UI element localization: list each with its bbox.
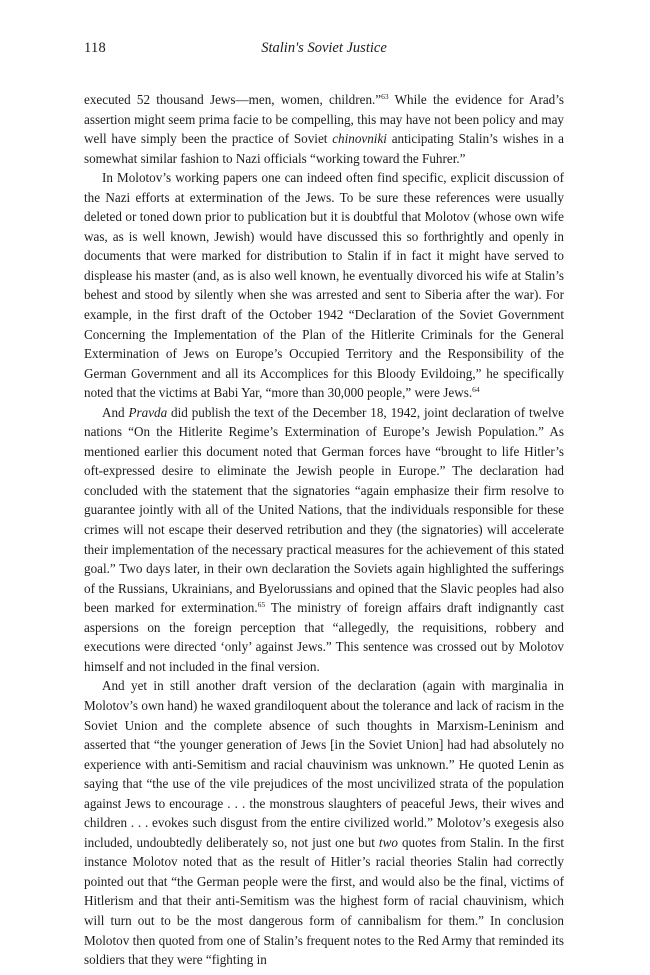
footnote-marker: 65 <box>257 600 266 610</box>
text-run: did publish the text of the December 18, 1942, joint declaration of twelve nations “On the Hitlerite Regime’s Extermination of Europe’s Jewish Population.” As mentioned earlier this document noted that German forces have “brought to life Hitler’s oft-expressed desire to eliminate the Jewish people in Europe.” The declaration had concluded with the statement that the signatories “again emphasize their firm resolve to guarantee jointly with all of the United Nations, that the individuals responsible for these crimes will not escape their deserved retribution and they (the signatories) will accelerate their implementation of the necessary practical measures for the achievement of this stated goal.” Two days later, in their own declaration the Soviets again highlighted the sufferings of the Russians, Ukrainians, and Byelorussians and opined that the Slavic peoples had also been marked for extermination. <box>84 404 564 616</box>
text-run: In Molotov’s working papers one can indeed often find specific, explicit discussion of the Nazi efforts at extermination of the Jews. To be sure these references were usually deleted or toned down prior to publication but it is doubtful that Molotov (whose own wife was, as is well known, Jewish) would have discussed this so forthrightly and openly in documents that were marked for distribution to Stalin if in fact it might have served to displease his master (and, as is also well known, he eventually divorced his wife at Stalin’s behest and stood by silently when she was arrested and sent to Siberia after the war). For example, in the first draft of the October 1942 “Declaration of the Soviet Government Concerning the Implementation of the Plan of the Hitlerite Criminals for the General Extermination of Jews on Europe’s Occupied Territory and the Responsibility of the German Government and all its Accomplices for this Bloody Evildoing,” he specifically noted that the victims at Babi Yar, “more than 30,000 people,” were Jews. <box>84 170 564 401</box>
body-text <box>84 90 564 970</box>
text-run: quotes from Stalin. In the first instance Molotov noted that as the result of Hitler’s racial theories Stalin had correctly pointed out that “the German people were the first, and would also be the final, victims of Hitlerism and that their anti-Semitism was the highest form of racial chauvinism, which will turn out to be the most dangerous form of cannibalism for them.” In conclusion Molotov then quoted from one of Stalin’s frequent notes to the Red Army that reminded its soldiers that they were “fighting in <box>84 834 565 968</box>
page-header <box>84 40 564 64</box>
text-run: The ministry of foreign affairs draft indignantly cast aspersions on the foreign perception that “allegedly, the requisitions, robbery and executions were directed ‘only’ against Jews.” This sentence was crossed out by Molotov himself and not included in the final version. <box>84 600 564 674</box>
page-number: 118 <box>84 40 107 56</box>
text-run: executed 52 thousand Jews—men, women, children.” <box>84 92 382 107</box>
italic-text: chinovniki <box>332 131 387 147</box>
italic-text: two <box>378 834 398 850</box>
text-run: While the evidence for Arad’s assertion might seem prima facie to be compelling, this may have not been policy and may well have simply been the practice of Soviet <box>84 92 564 147</box>
paragraph <box>84 90 564 168</box>
footnote-marker: 64 <box>472 385 480 395</box>
text-run: And yet in still another draft version of the declaration (again with marginalia in Molotov’s own hand) he waxed grandiloquent about the tolerance and lack of racism in the Soviet Union and the complete absence of such thoughts in Marxism-Leninism and asserted that “the younger generation of Jews [in the Soviet Union] had had absolutely no experience with anti-Semitism and racial chauvinism was unknown.” He quoted Lenin as saying that “the use of the vile prejudices of the most uncivilized strata of the population against Jews to encourage . . . the monstrous slaughters of peaceful Jews, their wives and children . . . evokes such disgust from the entire civilized world.” Molotov’s exegesis also included, undoubtedly deliberately so, not just one but <box>84 678 564 850</box>
text-run: And <box>102 404 129 420</box>
running-title: Stalin's Soviet Justice <box>261 40 387 56</box>
italic-text: Pravda <box>128 404 168 420</box>
paragraph <box>84 676 564 969</box>
footnote-marker: 63 <box>381 92 389 101</box>
text-run: anticipating Stalin’s wishes in a somewhat similar fashion to Nazi officials “working toward the Fuhrer.” <box>84 131 564 166</box>
paragraph <box>84 168 564 403</box>
paragraph <box>84 403 564 677</box>
